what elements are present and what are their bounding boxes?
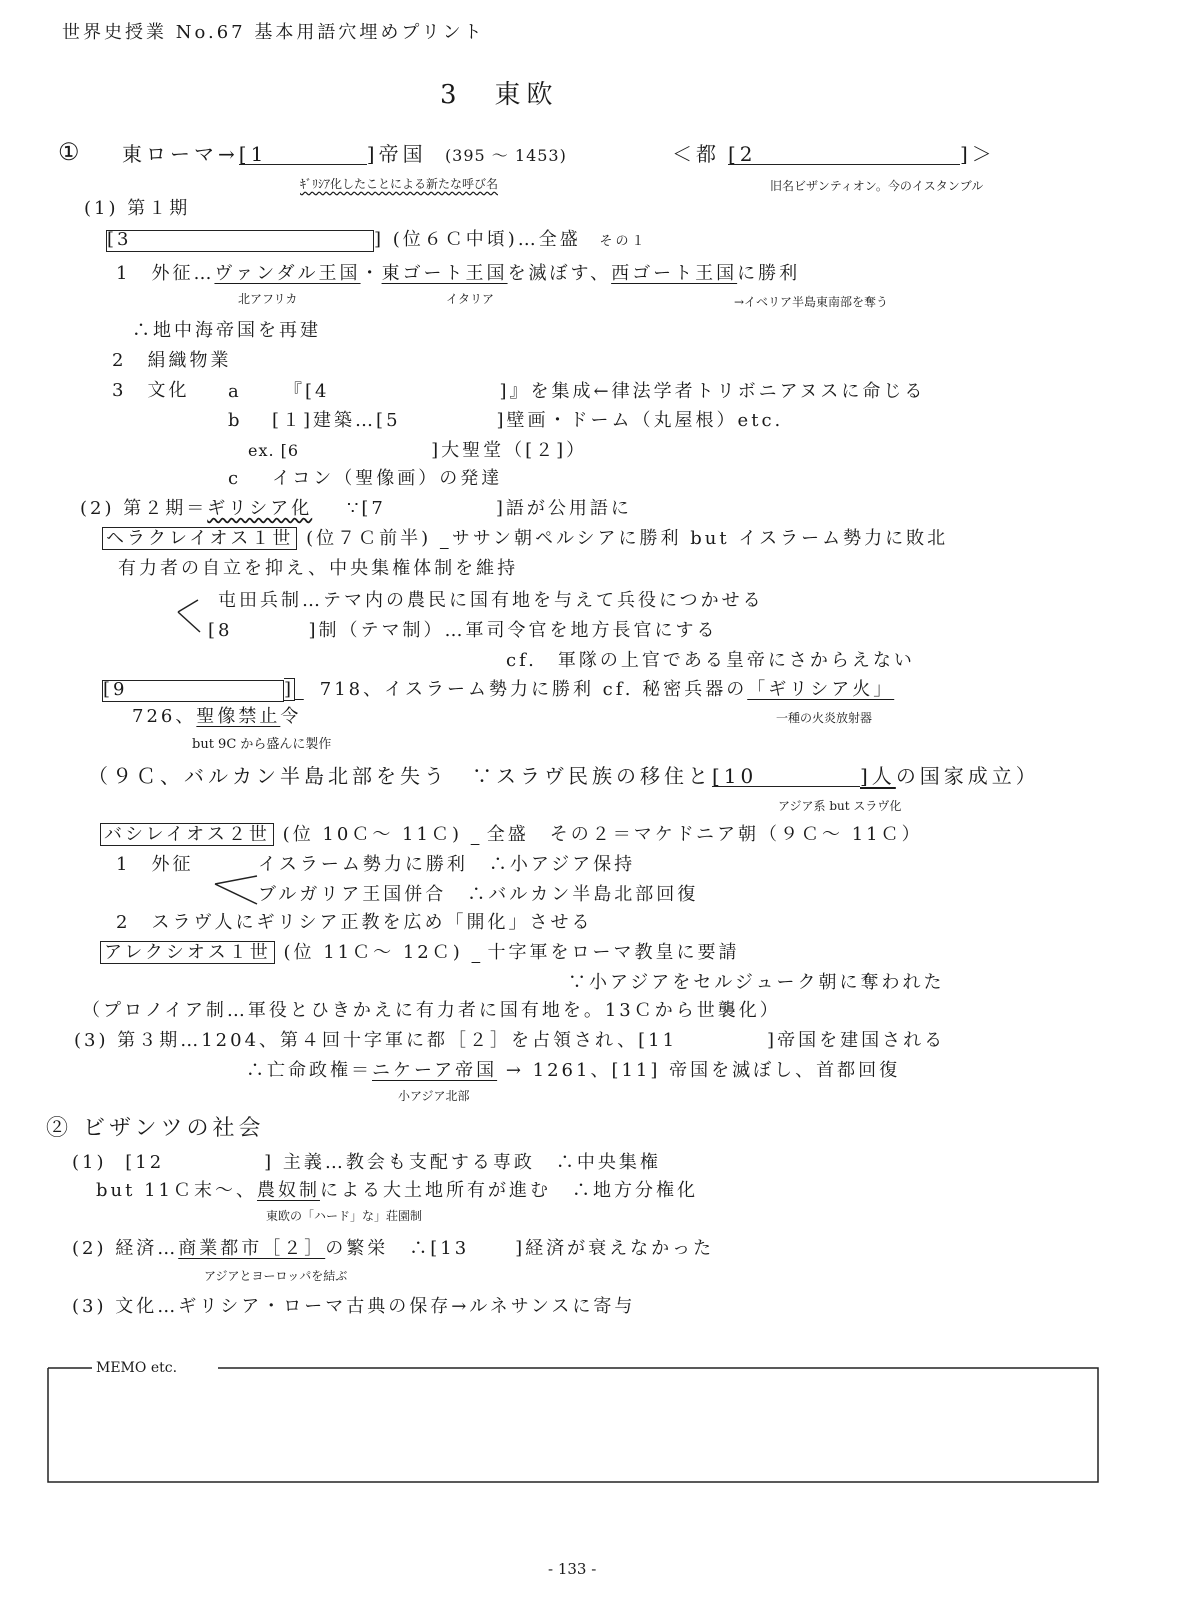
heraclius-wars: ササン朝ペルシアに勝利 but イスラーム勢力に敗北 xyxy=(451,528,949,549)
economy-label: (2) 経済… xyxy=(72,1238,179,1259)
nicaea-empire: ニケーア帝国 xyxy=(372,1060,498,1081)
section-number: ① xyxy=(58,138,80,166)
culture-b-line xyxy=(272,412,783,430)
alexios-reign: (位 11Ｃ～ 12Ｃ) xyxy=(283,942,463,963)
conquest-label: 1 外征… xyxy=(116,263,215,284)
heraclius-reign: (位７Ｃ前半) xyxy=(306,528,432,549)
note-north-asia-minor: 小アジア北部 xyxy=(398,1089,470,1103)
architecture-text: ]壁画・ドーム（丸屋根）etc. xyxy=(496,410,784,431)
blank-3-number: [3 xyxy=(107,229,132,250)
cf-emperor-note: cf. 軍隊の上官である皇帝にさからえない xyxy=(506,650,915,671)
economy-line xyxy=(72,1240,714,1258)
vandal-kingdom: ヴァンダル王国 xyxy=(214,263,361,284)
culture-a-marker: a xyxy=(228,381,242,402)
blank-11[interactable]: [11 xyxy=(638,1030,678,1051)
culture-b-marker: b xyxy=(228,410,243,431)
note-asia-europe: アジアとヨーロッパを結ぶ xyxy=(204,1269,348,1283)
basil-name: バシレイオス２世 xyxy=(100,823,274,846)
iconoclasm: 聖像禁止 xyxy=(196,706,281,727)
separator-dot: ・ xyxy=(360,263,382,284)
society-1-label: (1) xyxy=(72,1152,107,1173)
blank-4[interactable]: 『[4 xyxy=(284,381,330,402)
memo-area[interactable] xyxy=(50,1370,1096,1480)
mediterranean-empire: ∴地中海帝国を再建 xyxy=(132,320,321,341)
blank-4-close: ]』 xyxy=(499,381,531,402)
ostrogoth-kingdom: 東ゴート王国 xyxy=(381,263,508,284)
culture-a-line xyxy=(284,383,925,401)
caesaropapism-line xyxy=(72,1154,661,1172)
economy-text: ]経済が衰えなかった xyxy=(515,1238,715,1259)
conquest-victory: に勝利 xyxy=(737,263,801,284)
recapture-text: → 1261、[11] 帝国を滅ぼし、首都回復 xyxy=(505,1060,901,1081)
hellenization: ギリシア化 xyxy=(207,498,313,519)
caesaropapism-text: ] 主義…教会も支配する専政 ∴中央集権 xyxy=(264,1152,661,1173)
corpus-juris-text: を集成←律法学者トリボニアヌスに命じる xyxy=(530,381,926,402)
theme-line xyxy=(208,622,718,640)
culture-preservation: (3) 文化…ギリシア・ローマ古典の保存→ルネサンスに寄与 xyxy=(72,1296,636,1317)
blank-10-close: ]人 xyxy=(860,764,896,788)
basil-reign: (位 10Ｃ～ 11Ｃ) xyxy=(282,824,462,845)
tonden-system: 屯田兵制…テマ内の農民に国有地を与えて兵役につかせる xyxy=(218,590,764,611)
section-2-heading: ② ビザンツの社会 xyxy=(46,1116,265,1141)
balkan-line xyxy=(88,766,1040,787)
note-north-africa: 北アフリカ xyxy=(238,292,298,306)
orthodox-spread: 2 スラヴ人にギリシア正教を広め「開化」させる xyxy=(116,912,593,933)
heraclius-name: ヘラクレイオス１世 xyxy=(102,527,297,550)
empire-label: 帝国 xyxy=(378,142,427,166)
official-language-text: ]語が公用語に xyxy=(495,498,632,519)
bulgaria-annex: ブルガリア王国併合 ∴バルカン半島北部回復 xyxy=(258,884,699,905)
note-italy: イタリア xyxy=(446,292,495,306)
period-3-line xyxy=(74,1032,945,1050)
blank-3[interactable] xyxy=(106,230,374,252)
note-greek-name: ｷﾞﾘｼｱ化したことによる新たな呼び名 xyxy=(300,177,499,191)
blank-9-number: [9 xyxy=(103,679,128,700)
east-rome-label: 東ローマ→ xyxy=(122,142,239,166)
late-11c-label: but 11Ｃ末～、 xyxy=(96,1180,257,1201)
dash-3 xyxy=(471,826,487,844)
period-2-heading: (2) 第２期＝ xyxy=(80,498,208,519)
blank-12[interactable]: [12 xyxy=(125,1152,165,1173)
blank-6[interactable]: ex. [6 xyxy=(248,441,300,460)
blank-1-number: [1 xyxy=(238,142,268,166)
greek-fire: 「ギリシア火」 xyxy=(747,679,895,700)
exile-govt-label: ∴亡命政権＝ xyxy=(246,1060,372,1081)
blank-1[interactable] xyxy=(239,144,367,165)
heraclius-line xyxy=(102,530,948,548)
blank-10[interactable] xyxy=(712,766,860,787)
culture-c-marker: c xyxy=(228,468,242,489)
note-flamethrower: 一種の火炎放射器 xyxy=(776,711,873,725)
blank-7[interactable]: ∵[7 xyxy=(346,498,386,519)
empire-years: (395 ～ 1453) xyxy=(444,146,567,165)
theme-system-text: ]制（テマ制）…軍司令官を地方長官にする xyxy=(308,620,718,641)
note-9c-production: but 9C から盛んに製作 xyxy=(192,737,332,752)
decentralization-text: による大土地所有が進む ∴地方分権化 xyxy=(319,1180,698,1201)
alexios-line xyxy=(100,944,740,962)
pronoia-system: （プロノイア制…軍役とひきかえに有力者に国有地を。13Ｃから世襲化） xyxy=(82,1000,781,1021)
exile-line xyxy=(246,1062,900,1080)
state-formation-text: の国家成立） xyxy=(895,764,1040,788)
visigoth-kingdom: 西ゴート王国 xyxy=(611,263,738,284)
justinian-reign: (位６Ｃ中頃)…全盛 xyxy=(392,229,581,250)
blank-8[interactable]: [8 xyxy=(208,620,233,641)
macedonian-dynasty: 全盛 その２＝マケドニア朝（９Ｃ～ 11Ｃ） xyxy=(486,824,923,845)
note-iberia: →イベリア半島東南部を奪う xyxy=(734,295,889,309)
capital-label: ＜都 xyxy=(672,142,720,166)
blank-10-number: [10 xyxy=(712,764,758,788)
blank-2-number: [2 xyxy=(728,142,757,166)
memo-label: MEMO etc. xyxy=(96,1360,178,1376)
example-line xyxy=(248,442,587,460)
note-hard-manor: 東欧の「ハード」な」荘園制 xyxy=(266,1209,423,1223)
year-726: 726、 xyxy=(132,706,197,727)
blank-9-close: ] xyxy=(284,679,295,700)
basil-wars-label: 1 外征 xyxy=(116,854,194,875)
dash-1 xyxy=(440,530,452,548)
alexios-name: アレクシオス１世 xyxy=(100,941,275,964)
conquest-line xyxy=(116,265,800,283)
blank-2[interactable] xyxy=(728,144,960,165)
section-title: 3 東欧 xyxy=(440,80,559,110)
culture-label: 3 文化 xyxy=(112,380,190,401)
period-2-line xyxy=(80,500,632,518)
serfdom: 農奴制 xyxy=(256,1180,320,1201)
blank-13[interactable]: の繁栄 ∴[13 xyxy=(325,1238,470,1259)
cathedral-text: ]大聖堂（[２]） xyxy=(431,440,588,461)
blank-2-close: ]＞ xyxy=(960,142,996,166)
worksheet-title: 世界史授業 No.67 基本用語穴埋めプリント xyxy=(62,22,485,43)
peak-1-note: その１ xyxy=(599,234,648,249)
latin-empire-text: ]帝国を建国される xyxy=(767,1030,946,1051)
east-rome-line xyxy=(122,144,567,165)
note-asian-slav: アジア系 but スラヴ化 xyxy=(778,799,902,813)
islam-victory: イスラーム勢力に勝利 ∴小アジア保持 xyxy=(258,854,636,875)
centralization-text: 有力者の自立を抑え、中央集権体制を維持 xyxy=(118,558,519,579)
crusade-request: 十字軍をローマ教皇に要請 xyxy=(487,942,740,963)
blank-1-close: ] xyxy=(366,142,379,166)
blank-3-close: ] xyxy=(374,229,385,250)
fourth-crusade-text: 1204、第４回十字軍に都［２］を占領され、 xyxy=(201,1030,639,1051)
serfdom-line xyxy=(96,1182,698,1200)
leo3-line xyxy=(102,680,894,702)
icon-development: イコン（聖像画）の発達 xyxy=(272,468,503,489)
dash-4 xyxy=(472,944,488,962)
decree-label: 令 xyxy=(280,706,302,727)
balkan-loss-text: （９Ｃ、バルカン半島北部を失う ∵スラヴ民族の移住と xyxy=(88,764,712,788)
battle-718-text: 718、イスラーム勢力に勝利 cf. 秘密兵器の xyxy=(319,679,748,700)
commercial-city: 商業都市［２］ xyxy=(178,1238,326,1259)
page-number: - 133 - xyxy=(548,1560,597,1578)
basil-line xyxy=(100,826,923,844)
conquest-destroyed: を滅ぼす、 xyxy=(507,263,612,284)
justinian-line xyxy=(106,230,648,252)
blank-9[interactable] xyxy=(102,680,284,702)
iconoclasm-line xyxy=(132,708,301,726)
dash-2 xyxy=(295,681,311,699)
period-3-heading: (3) 第３期… xyxy=(74,1030,202,1051)
silk-industry: 2 絹織物業 xyxy=(112,350,232,371)
capital-line xyxy=(672,144,996,165)
period-1-heading: (1) 第１期 xyxy=(84,198,191,219)
note-byzantion: 旧名ビザンティオン。今のイスタンブル xyxy=(770,179,984,193)
blank-5[interactable]: [１]建築…[5 xyxy=(272,410,401,431)
seljuk-reason: ∵小アジアをセルジューク朝に奪われた xyxy=(568,972,945,993)
